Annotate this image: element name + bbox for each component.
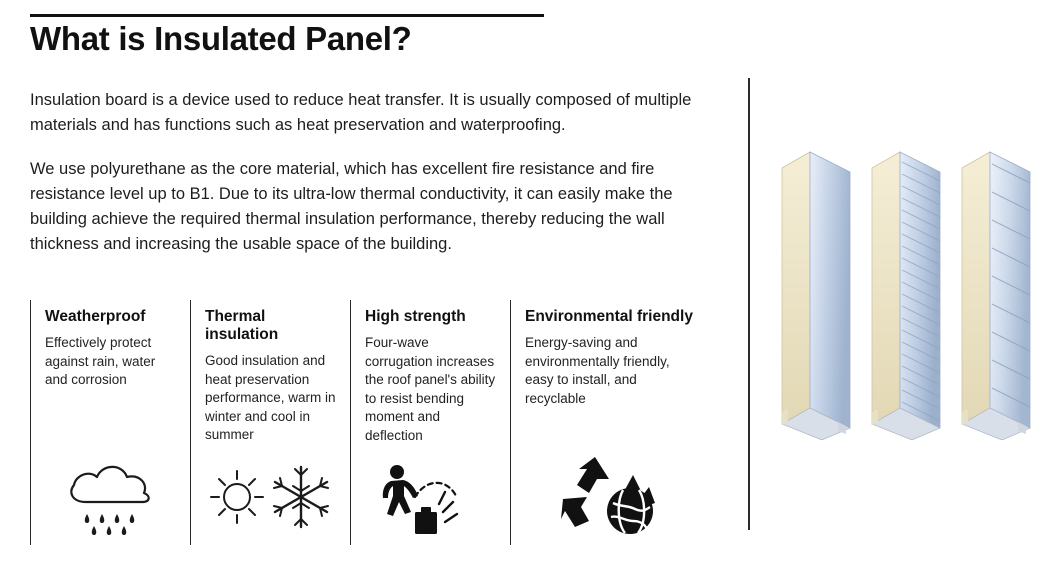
page-title: What is Insulated Panel? — [30, 20, 412, 57]
recycle-globe-icon — [511, 449, 710, 541]
panel-fine-ribbed — [866, 150, 958, 445]
intro-paragraph: Insulation board is a device used to reduce heat transfer. It is usually composed of multiple materials and has functions such as heat preservation and waterproofing. — [30, 91, 692, 134]
panel-plain-face — [776, 150, 868, 445]
feature-title: Environmental friendly — [525, 308, 693, 325]
feature-title: Weatherproof — [45, 308, 146, 325]
core-material-paragraph: We use polyurethane as the core material, which has excellent fire resistance and fire resistance level up to B1. Due to its ultra-low thermal conductivity, it can easily make the building achieve the required thermal insulation performance, thereby reducing the wall thickness and increasing the usable space of the building. — [30, 160, 673, 253]
section-divider — [748, 78, 750, 530]
rain-cloud-icon — [31, 449, 190, 541]
feature-title: High strength — [365, 308, 466, 325]
feature-thermal-insulation — [190, 300, 350, 545]
title-rule — [30, 14, 544, 17]
feature-title: Thermal insulation — [205, 308, 279, 343]
feature-text: Energy-saving and environmentally friendly, easy to install, and recyclable — [525, 335, 670, 406]
sun-snowflake-icon — [191, 449, 350, 541]
feature-weatherproof — [30, 300, 190, 545]
insulated-panel-render — [770, 150, 1040, 440]
person-load-test-icon — [351, 449, 510, 541]
feature-text: Good insulation and heat preservation performance, warm in winter and cool in summer — [205, 353, 336, 442]
feature-list — [30, 300, 710, 545]
feature-text: Effectively protect against rain, water and corrosion — [45, 335, 156, 387]
feature-text: Four-wave corrugation increases the roof panel's ability to resist bending moment and deflection — [365, 335, 496, 443]
feature-environmental-friendly — [510, 300, 710, 545]
feature-high-strength — [350, 300, 510, 545]
panel-wide-ribbed — [956, 150, 1048, 445]
